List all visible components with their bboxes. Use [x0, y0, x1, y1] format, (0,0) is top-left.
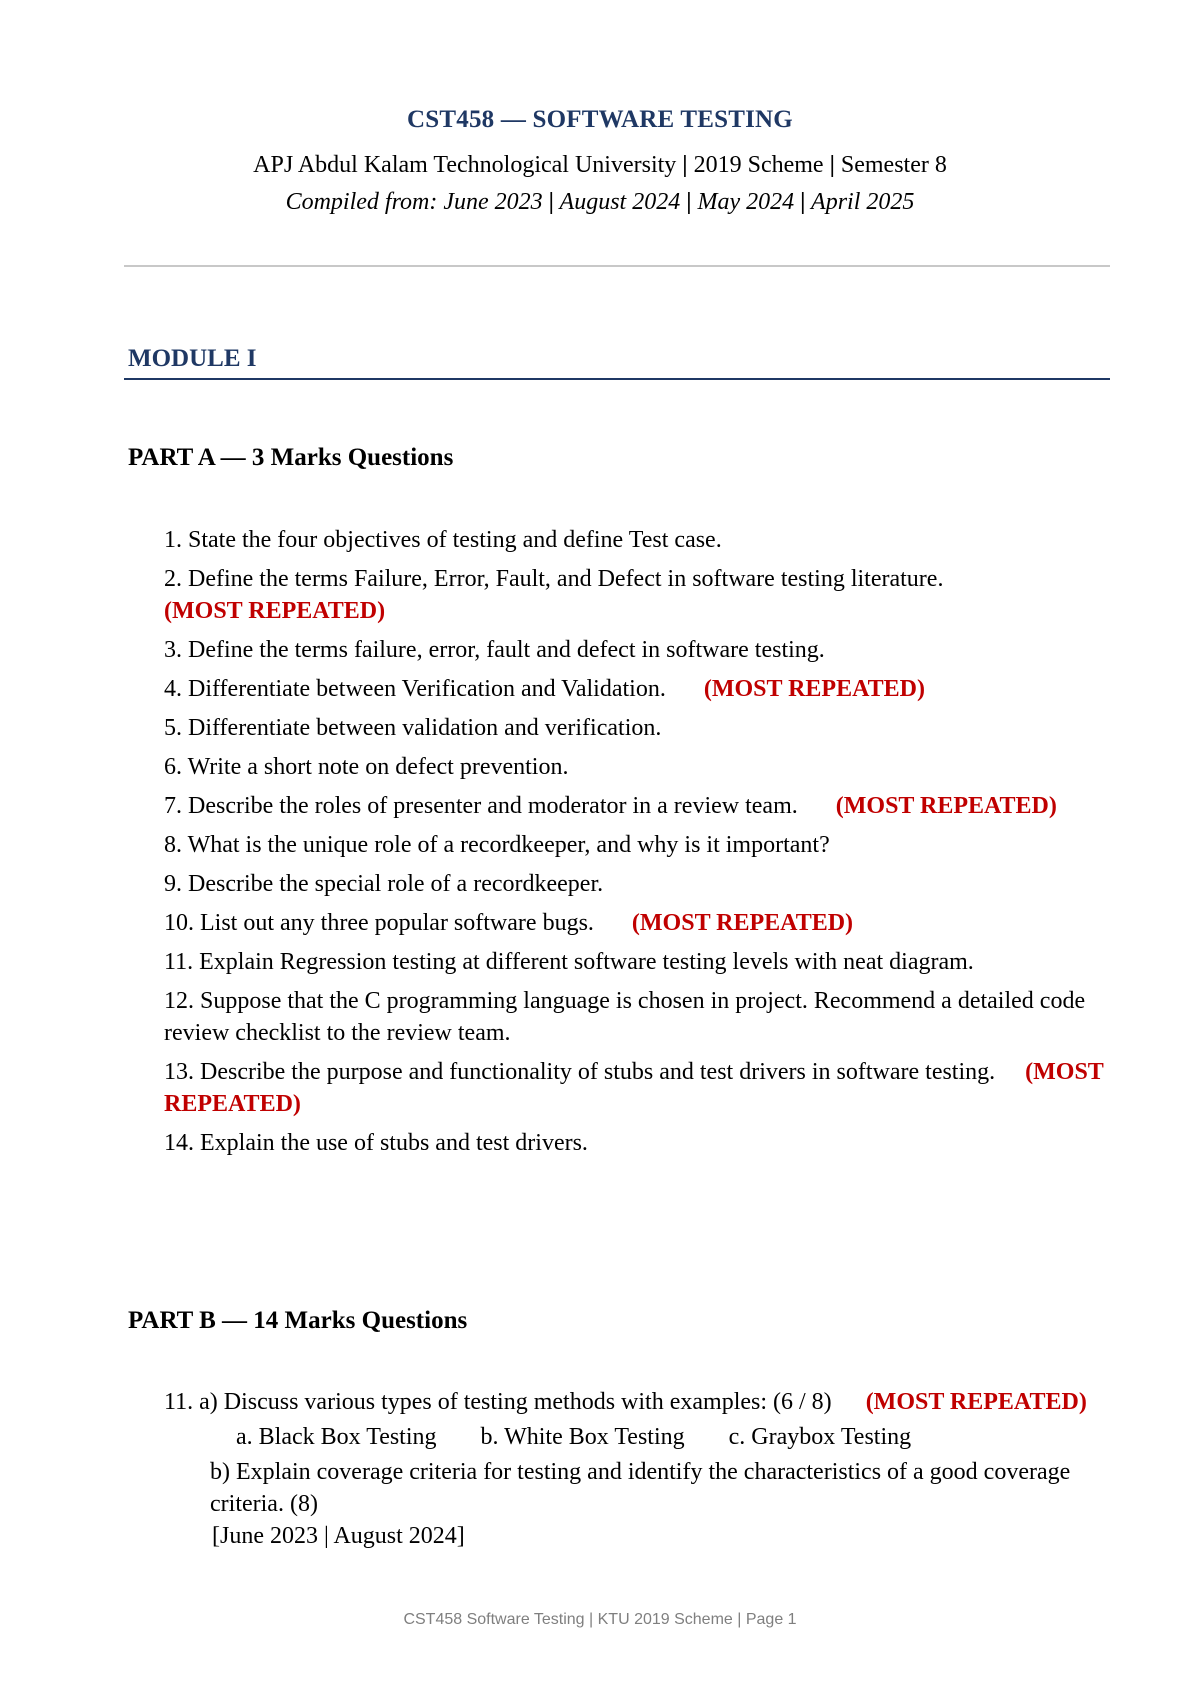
part-a-heading: PART A — 3 Marks Questions: [128, 444, 454, 471]
compiled-source-4: April 2025: [811, 189, 915, 215]
list-item: 3. Define the terms failure, error, fault and defect in software testing.: [164, 637, 825, 663]
list-item: 13. Describe the purpose and functionality of stubs and test drivers in software testing. (MOST REPEATED): [164, 1059, 1104, 1117]
option-graybox: c. Graybox Testing: [728, 1424, 912, 1450]
course-title: CST458 — SOFTWARE TESTING: [407, 106, 793, 133]
separator: |: [686, 189, 692, 215]
most-repeated-tag: (MOST REPEATED): [835, 793, 1057, 819]
list-item: 14. Explain the use of stubs and test drivers.: [164, 1130, 588, 1156]
header-divider: [124, 265, 1110, 267]
option-black-box: a. Black Box Testing: [236, 1424, 437, 1450]
compiled-source-3: May 2024: [697, 189, 795, 215]
list-item: 4. Differentiate between Verification and Validation. (MOST REPEATED): [164, 676, 925, 702]
compiled-from: [0, 189, 1200, 216]
list-item: 11. Explain Regression testing at different software testing levels with neat diagram.: [164, 949, 974, 975]
module-divider: [124, 378, 1110, 380]
separator: |: [829, 152, 835, 178]
exam-years: [June 2023 | August 2024]: [212, 1523, 465, 1549]
compiled-source-1: Compiled from: June 2023: [285, 189, 543, 215]
separator: |: [548, 189, 554, 215]
module-title: MODULE I: [128, 345, 257, 372]
compiled-source-2: August 2024: [559, 189, 681, 215]
list-item: 7. Describe the roles of presenter and moderator in a review team. (MOST REPEATED): [164, 793, 1057, 819]
semester: Semester 8: [840, 152, 947, 178]
separator: |: [682, 152, 688, 178]
list-item: 12. Suppose that the C programming language is chosen in project. Recommend a detailed code review checklist to the review team.: [164, 988, 1086, 1046]
list-item: b) Explain coverage criteria for testing and identify the characteristics of a good coverage criteria. (8): [210, 1459, 1071, 1517]
list-item: 2. Define the terms Failure, Error, Fault, and Defect in software testing literature. (MOST REPEATED): [164, 566, 944, 624]
part-a-questions: [164, 524, 1114, 1166]
most-repeated-tag: (MOST REPEATED): [164, 1059, 1104, 1117]
most-repeated-tag: (MOST REPEATED): [865, 1389, 1087, 1415]
most-repeated-tag: (MOST REPEATED): [703, 676, 925, 702]
option-white-box: b. White Box Testing: [480, 1424, 685, 1450]
list-item: 5. Differentiate between validation and verification.: [164, 715, 662, 741]
list-item: 1. State the four objectives of testing and define Test case.: [164, 527, 722, 553]
list-item: 8. What is the unique role of a recordkeeper, and why is it important?: [164, 832, 830, 858]
page-footer: CST458 Software Testing | KTU 2019 Scheme | Page 1: [403, 1611, 797, 1628]
list-item: 10. List out any three popular software bugs. (MOST REPEATED): [164, 910, 854, 936]
separator: |: [800, 189, 806, 215]
most-repeated-tag: (MOST REPEATED): [631, 910, 854, 936]
course-subtitle: [0, 152, 1200, 179]
testing-options: [236, 1421, 1114, 1453]
part-b-heading: PART B — 14 Marks Questions: [128, 1307, 468, 1334]
part-b-questions: [164, 1386, 1114, 1552]
list-item: 9. Describe the special role of a recordkeeper.: [164, 871, 604, 897]
list-item: 11. a) Discuss various types of testing methods with examples: (6 / 8) (MOST REPEATED): [164, 1389, 1087, 1415]
list-item: 6. Write a short note on defect prevention.: [164, 754, 569, 780]
university-name: APJ Abdul Kalam Technological University: [253, 152, 677, 178]
scheme: 2019 Scheme: [693, 152, 824, 178]
most-repeated-tag: (MOST REPEATED): [164, 598, 386, 624]
